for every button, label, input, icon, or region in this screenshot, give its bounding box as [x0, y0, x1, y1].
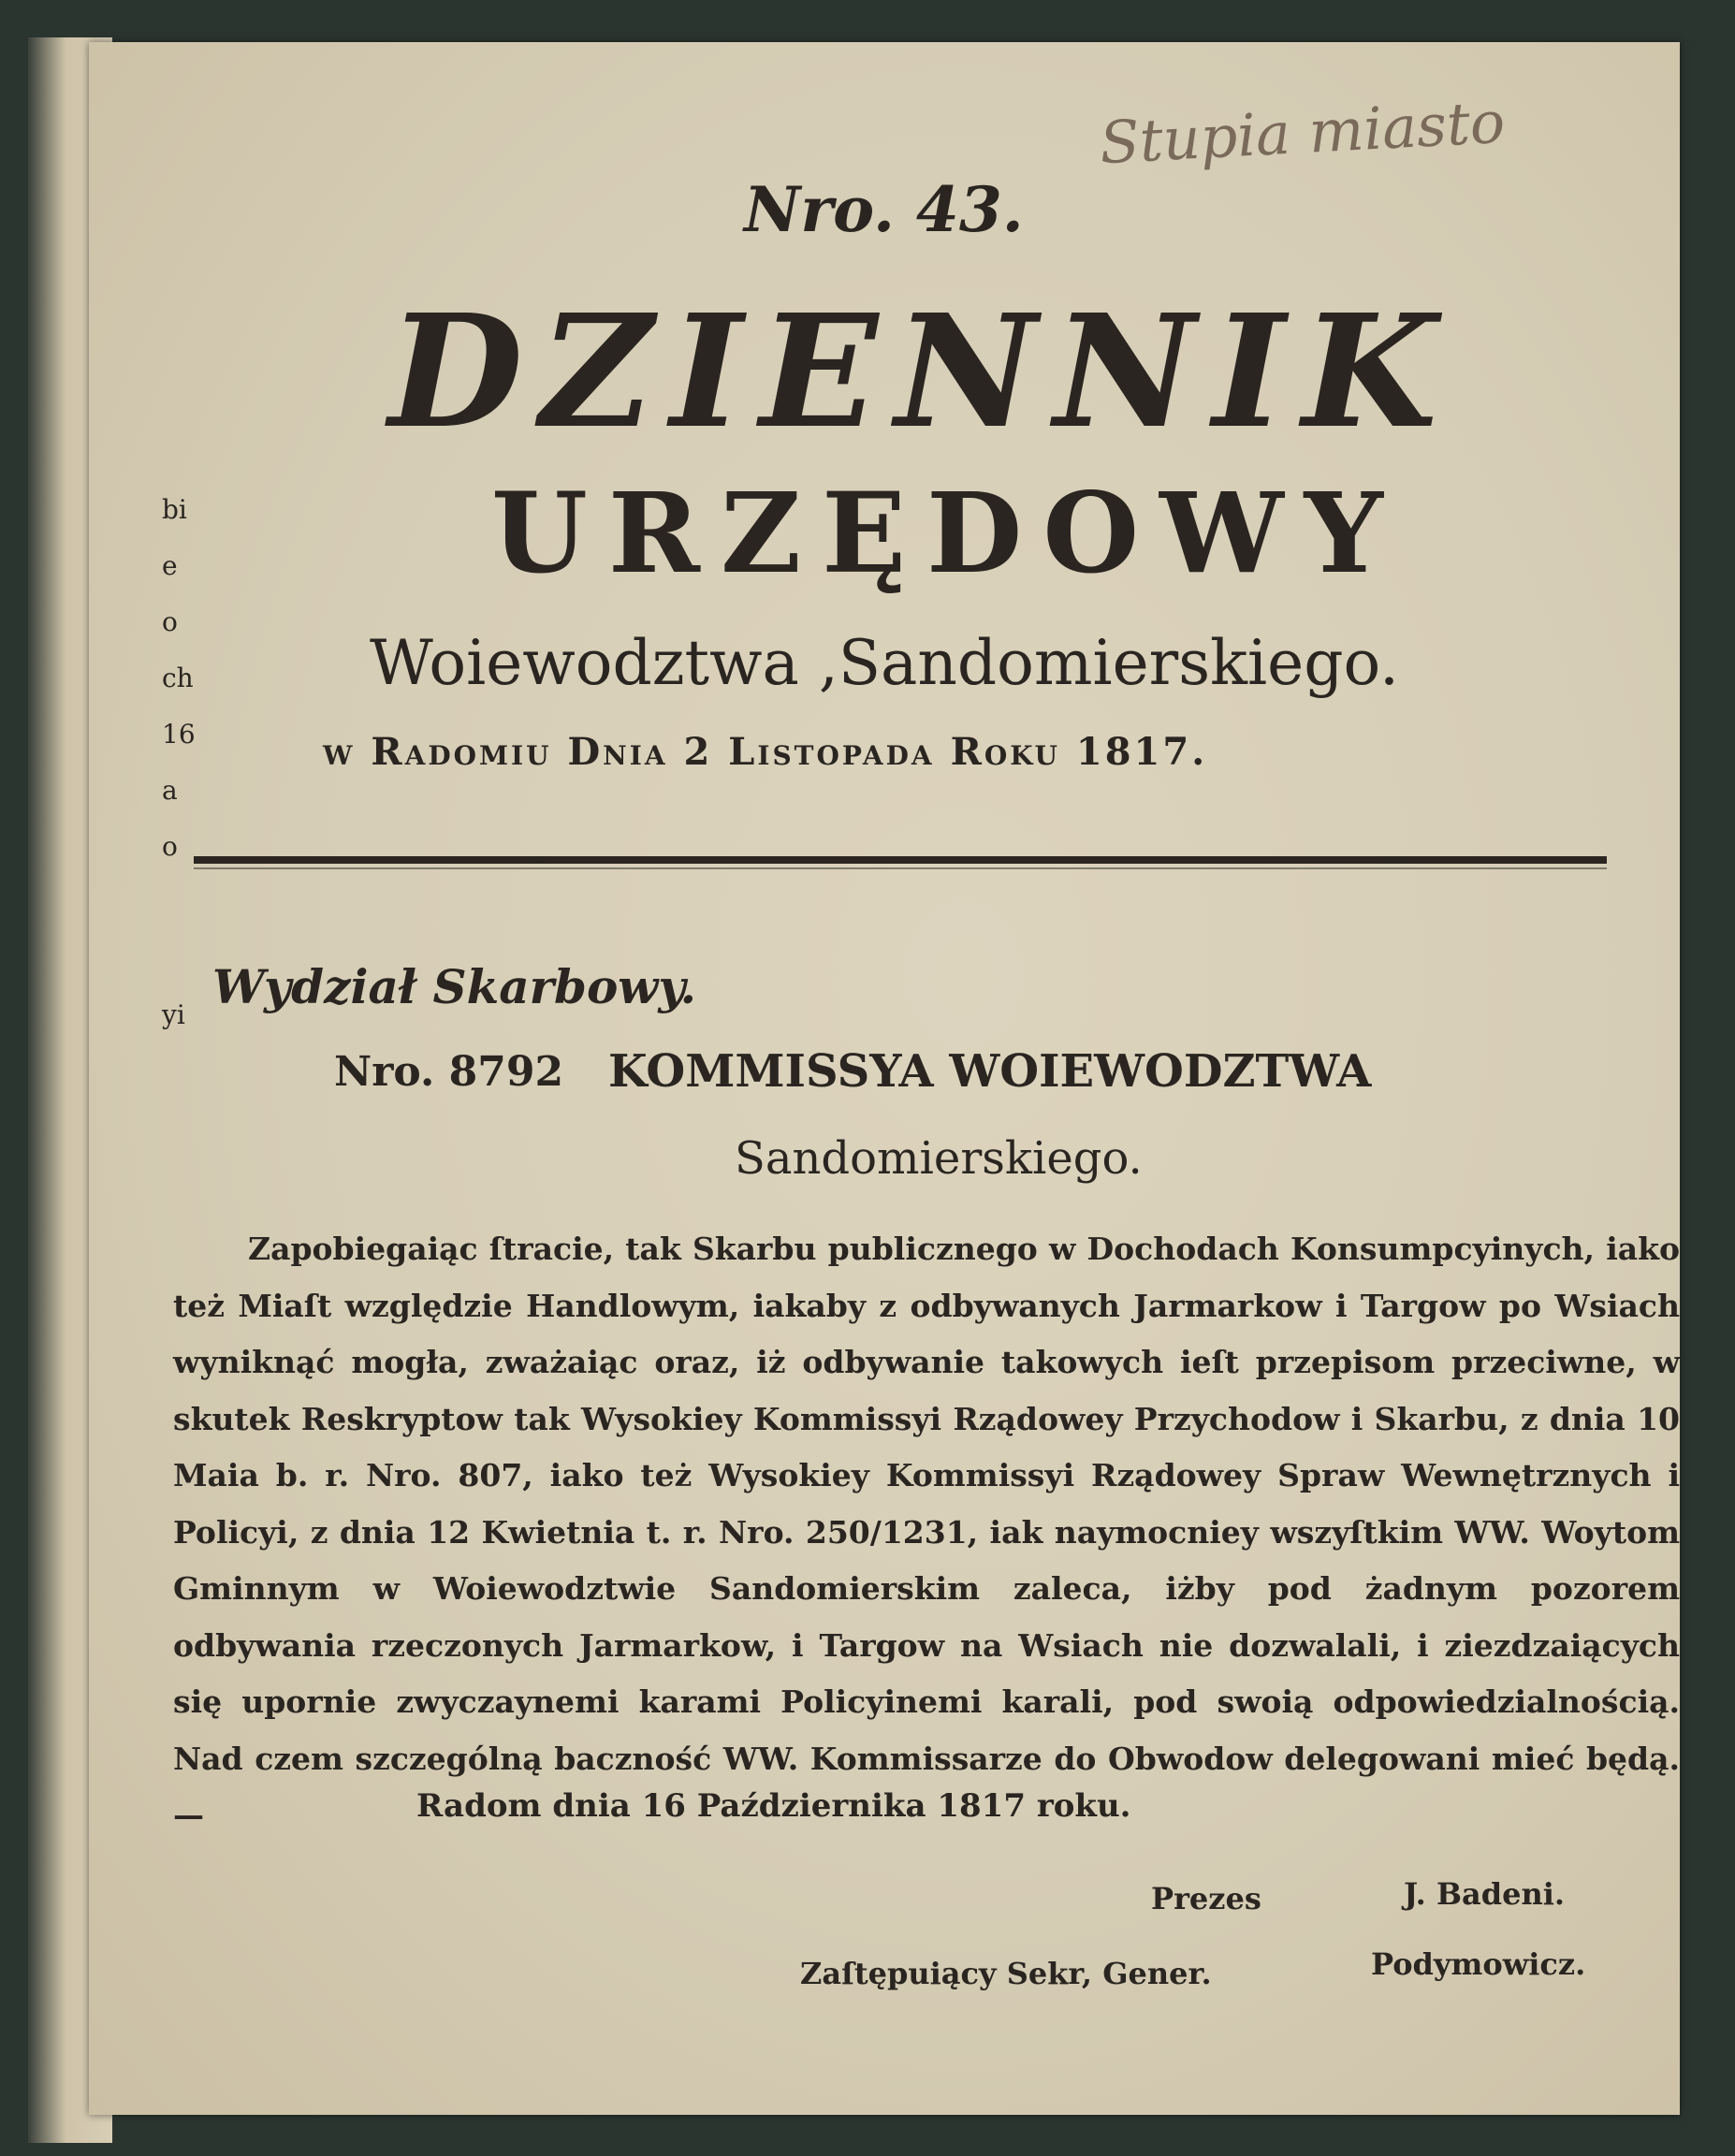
- adjacent-page-marks: bi e o ch 16 a o yi: [162, 494, 196, 1030]
- notice-body: Zapobiegaiąc ſtracie, tak Skarbu publicznego w Dochodach Konsumpcyinych, iako też Miaſt względzie Handlowym, iakaby z odbywanych Jarmarkow i Targow po Wsiach wyniknąć mogła, zważaiąc oraz, iż odbywanie takowych ieſt przepisom przeciwne, w skutek Reskryptow tak Wysokiey Kommissyi Rządowey Przychodow i Skarbu, z dnia 10 Maia b. r. Nro. 807, iako też Wysokiey Kommissyi Rządowey Spraw Wewnętrznych i Policyi, z dnia 12 Kwietnia t. r. Nro. 250/1231, iak naymocniey wszyſtkim WW. Woytom Gminnym w Woiewodztwie Sandomierskim zaleca, iżby pod żadnym pozorem odbywania rzeczonych Jarmarkow, i Targow na Wsiach nie dozwalali, i ziezdzaiących się upornie zwyczaynemi karami Policyinemi karali, pod swoią odpowiedzialnością. Nad czem szczególną baczność WW. Kommissarze do Obwodow delegowani mieć będą. —: [173, 1231, 1680, 1833]
- department-heading: Wydział Skarbowy.: [212, 959, 697, 1014]
- place-date-line: w Radomiu Dnia 2 Listopada Roku 1817.: [323, 730, 1208, 774]
- handwritten-note: Stupia miasto: [1098, 87, 1507, 178]
- notice-date: Radom dnia 16 Października 1817 roku.: [416, 1787, 1131, 1825]
- masthead-title: DZIENNIK: [388, 281, 1454, 463]
- signature-title-secretary: Zaſtępuiący Sekr, Gener.: [800, 1956, 1212, 1991]
- masthead-subtitle: URZĘDOWY: [491, 468, 1404, 598]
- notice-number: Nro. 8792: [334, 1048, 564, 1096]
- issue-number: Nro. 43.: [744, 173, 1024, 246]
- header-divider-thin: [194, 867, 1607, 869]
- notice-authority-region: Sandomierskiego.: [735, 1132, 1143, 1185]
- document-page: [89, 42, 1680, 2115]
- signature-name-secretary: Podymowicz.: [1371, 1946, 1586, 1982]
- notice-authority: KOMMISSYA WOIEWODZTWA: [608, 1045, 1372, 1098]
- signature-title-president: Prezes: [1151, 1881, 1261, 1916]
- region-line: Woiewodztwa ,Sandomierskiego.: [370, 627, 1400, 699]
- signature-name-president: J. Badeni.: [1404, 1876, 1566, 1912]
- header-divider: [194, 856, 1607, 864]
